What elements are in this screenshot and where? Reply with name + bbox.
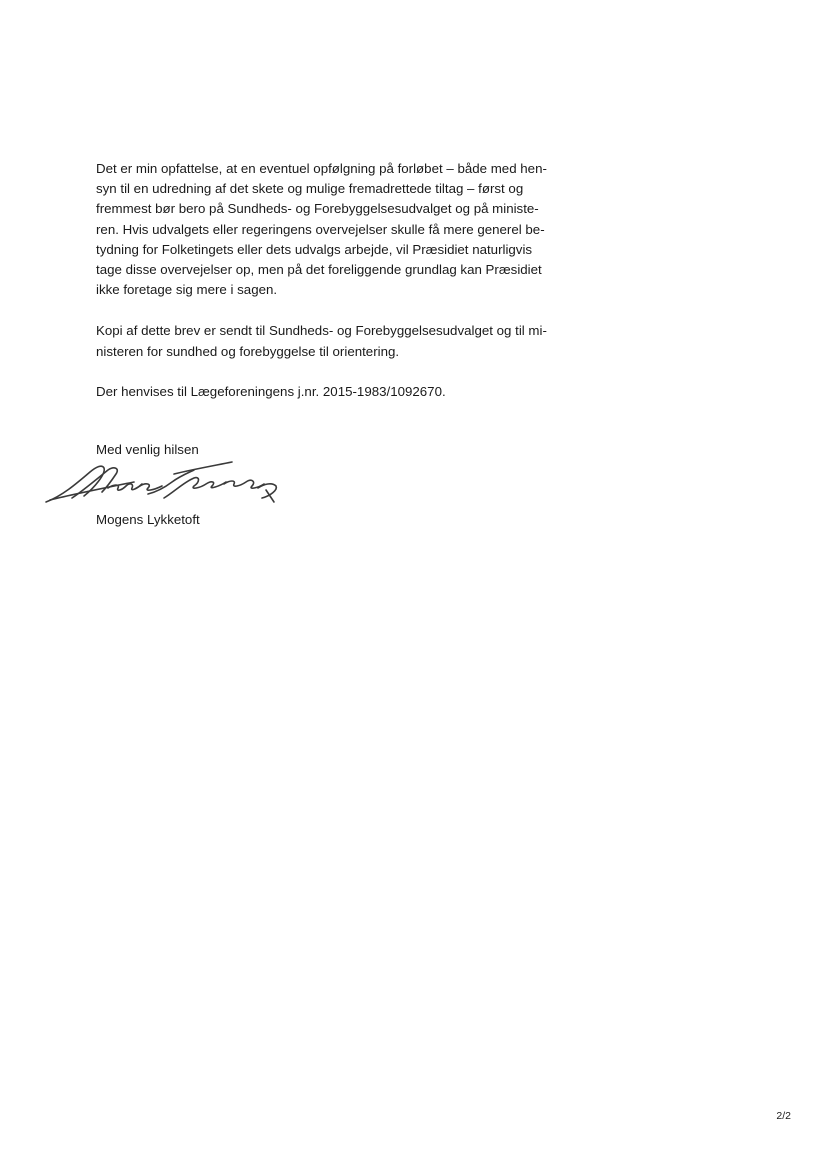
- paragraph-copy-notice: Kopi af dette brev er sendt til Sundheds- og Forebyggelsesudvalget og til mi- nisteren for sundhed og forebyggelse til orientering.: [96, 323, 547, 359]
- closing-greeting: Med venlig hilsen: [96, 442, 199, 458]
- paragraph-follow-up: Det er min opfattelse, at en eventuel opfølgning på forløbet – både med hen- syn til en udredning af det skete og mulige fremadrettede tiltag – først og fremmest bør bero på Sundheds- og Forebyggelsesudvalget og på ministe- ren. Hvis udvalgets eller regeringens overvejelser skulle få mere generel be- tydning for Folketingets eller dets udvalgs arbejde, vil Præsidiet naturligvis tage disse overvejelser op, men på det foreliggende grundlag kan Præsidiet ikke foretage sig mere i sagen.: [96, 161, 547, 298]
- handwritten-signature: [44, 458, 280, 508]
- paragraph-reference: Der henvises til Lægeforeningens j.nr. 2015-1983/1092670.: [96, 383, 446, 399]
- page-number: 2/2: [776, 1110, 791, 1122]
- letter-body: [96, 159, 576, 460]
- signer-name: Mogens Lykketoft: [96, 512, 200, 527]
